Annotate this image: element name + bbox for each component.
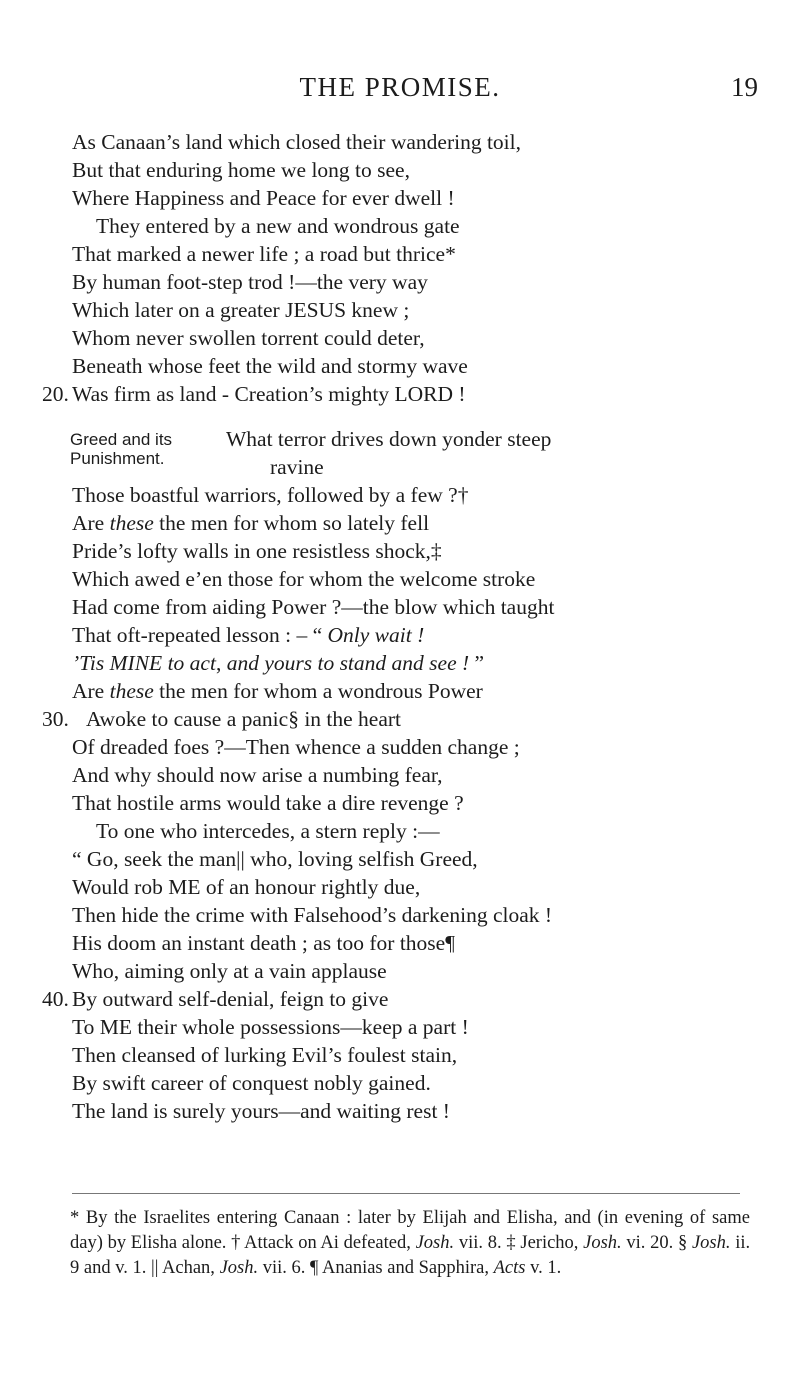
running-title: THE PROMISE. [299,72,501,102]
poem-line: Whom never swollen torrent could deter, [72,326,425,350]
poem-line: And why should now arise a numbing fear, [72,763,443,787]
poem-line: They entered by a new and wondrous gate [96,214,460,238]
margin-note-subtitle: Punishment. [70,449,165,468]
poem-line: Beneath whose feet the wild and stormy wave [72,354,468,378]
footnote-ananias: ¶ Ananias and Sapphira, [310,1258,489,1278]
poem-line: Would rob ME of an honour rightly due, [72,875,421,899]
footnote-reference: Acts [493,1258,526,1278]
italic-fragment: and yours to stand and see ! [226,651,470,675]
poem-line [72,625,424,647]
poem-line: ravine [270,455,324,479]
italic-fragment: ’Tis MINE to act [72,651,216,675]
footnote-verse: vii. 6. [262,1258,306,1278]
poem-line: Those boastful warriors, followed by a few ?† [72,483,469,507]
page-header [0,72,800,112]
poem-line: What terror drives down yonder steep [226,427,552,451]
poem-line: Pride’s lofty walls in one resistless shock,‡ [72,539,442,563]
poem-line: Who, aiming only at a vain applause [72,959,387,983]
poem-line [72,653,484,675]
footnote-ai: † Attack on Ai defeated, [231,1233,411,1253]
line-number: 30. [42,707,69,731]
poem-line: Awoke to cause a panic§ in the heart [86,707,402,731]
line-fragment: the men for whom a wondrous Power [153,679,483,703]
poem-line: “ Go, seek the man|| who, loving selfish Greed, [72,847,478,871]
poem-line: Where Happiness and Peace for ever dwell ! [72,186,455,210]
line-fragment: , [215,651,227,675]
footnote-reference: Josh. [219,1258,259,1278]
footnote-verse: vi. 20. [626,1233,674,1253]
italic-fragment: these [109,511,154,535]
footnote-reference: Josh. [691,1233,731,1253]
poem-line: The land is surely yours—and waiting rest ! [72,1099,450,1123]
poem-line: Then cleansed of lurking Evil’s foulest stain, [72,1043,458,1067]
poem-line: To ME their whole possessions—keep a part ! [72,1015,469,1039]
footnote-verse: v. 1. [530,1258,562,1278]
poem-line: His doom an instant death ; as too for those¶ [72,931,455,955]
poem-line [72,681,483,703]
poem-line: Was firm as land - Creation’s mighty LORD ! [72,382,466,406]
poem-line: Of dreaded foes ?—Then whence a sudden change ; [72,735,520,759]
line-fragment: Are [72,679,110,703]
poem-line: Which awed e’en those for whom the welcome stroke [72,567,536,591]
footnote-achan: || Achan, [151,1258,215,1278]
line-number: 20. [42,382,69,406]
line-fragment: the men for whom so lately fell [153,511,430,535]
footnotes [70,1206,750,1281]
poem-line: As Canaan’s land which closed their wandering toil, [72,130,522,154]
italic-fragment: these [109,679,154,703]
footnote-panic: § [677,1233,688,1253]
poem-line: By swift career of conquest nobly gained. [72,1071,431,1095]
footnote-divider [72,1193,740,1194]
line-fragment: ” [469,651,485,675]
italic-fragment: Only wait ! [327,623,425,647]
poem-line: Then hide the crime with Falsehood’s darkening cloak ! [72,903,553,927]
margin-note-title: Greed and its [70,430,173,449]
footnote-verse: vii. 8. [458,1233,502,1253]
poem-line: That marked a newer life ; a road but thrice* [72,242,456,266]
footnote-verse: ii. 9 and v. 1. [70,1233,751,1278]
poem-line: Had come from aiding Power ?—the blow which taught [72,595,555,619]
footnote-canaan: * By the Israelites entering Canaan : later by Elijah and Elisha, and (in evening of same day) by Elisha alone. [70,1208,750,1253]
poem-line: By outward self-denial, feign to give [72,987,389,1011]
line-fragment: That oft-repeated lesson : – “ [72,623,328,647]
footnote-reference: Josh. [415,1233,455,1253]
footnote-reference: Josh. [583,1233,622,1253]
poem-line: That hostile arms would take a dire revenge ? [72,791,464,815]
poem-line: To one who intercedes, a stern reply :— [96,819,440,843]
poem-line: But that enduring home we long to see, [72,158,410,182]
line-number: 40. [42,987,69,1011]
poem-line [72,513,429,535]
poem-line: By human foot-step trod !—the very way [72,270,428,294]
footnote-jericho: ‡ Jericho, [506,1233,579,1253]
poem-line: Which later on a greater JESUS knew ; [72,298,410,322]
page-number: 19 [731,72,758,102]
line-fragment: Are [72,511,110,535]
